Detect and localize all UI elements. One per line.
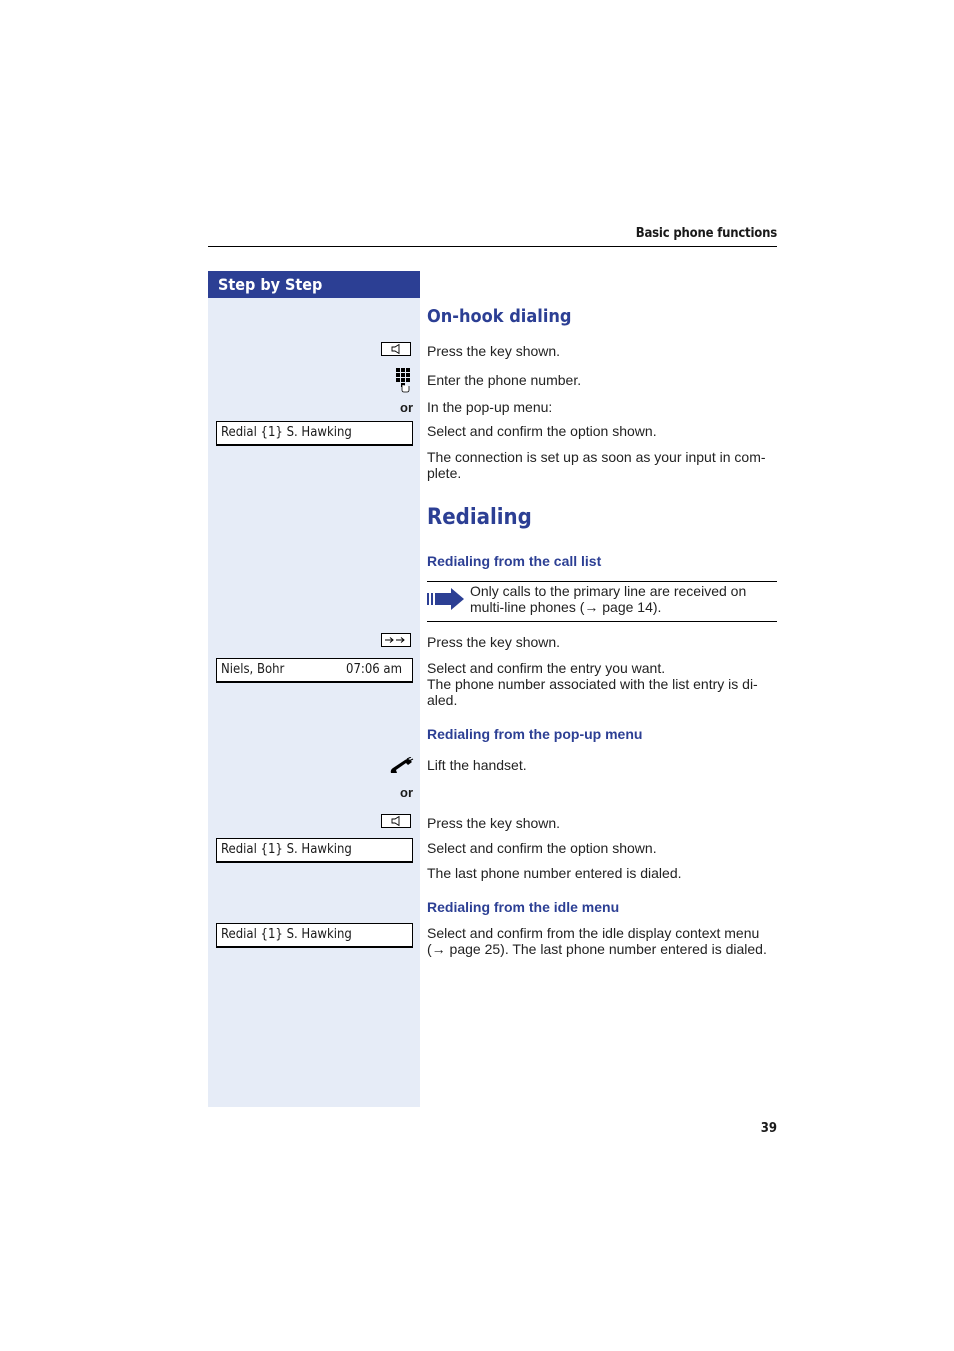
- note-top-rule: [427, 581, 777, 582]
- display-redial-option[interactable]: Redial {1} S. Hawking: [216, 838, 413, 863]
- display-call-list-entry[interactable]: [216, 658, 413, 683]
- speaker-key-icon: [381, 814, 411, 828]
- handset-lift-icon: [389, 757, 414, 775]
- running-header: Basic phone functions: [635, 226, 777, 241]
- text-connection-setup: The connection is set up as soon as your input in com- plete.: [427, 449, 766, 481]
- heading-redial-idle: Redialing from the idle menu: [427, 899, 620, 915]
- or-label: or: [400, 400, 413, 415]
- note-bottom-rule: [427, 621, 777, 622]
- heading-onhook-dialing: On-hook dialing: [427, 306, 572, 327]
- keypad-icon: [394, 367, 414, 393]
- sidebar-title: Step by Step: [208, 271, 420, 298]
- heading-redial-call-list: Redialing from the call list: [427, 553, 602, 569]
- call-list-key-icon: [381, 633, 411, 647]
- note-arrow-icon: [427, 588, 465, 610]
- or-label: or: [400, 785, 413, 800]
- heading-redial-popup: Redialing from the pop-up menu: [427, 726, 643, 742]
- text-lift-handset: Lift the handset.: [427, 757, 527, 773]
- text-last-number: The last phone number entered is dialed.: [427, 865, 682, 881]
- text-select-option: Select and confirm the option shown.: [427, 840, 657, 856]
- text-press-key: Press the key shown.: [427, 343, 561, 359]
- text-popup-menu: In the pop-up menu:: [427, 399, 553, 415]
- text-enter-number: Enter the phone number.: [427, 372, 582, 388]
- sidebar-panel: [208, 271, 420, 1107]
- speaker-key-icon: [381, 342, 411, 356]
- text-idle-menu: Select and confirm from the idle display context menu (→ page 25). The last phone number entered is dialed.: [427, 925, 767, 957]
- header-rule: [208, 246, 777, 247]
- text-select-entry: Select and confirm the entry you want. The phone number associated with the list entry is di- aled.: [427, 660, 758, 708]
- page-number: 39: [760, 1121, 777, 1136]
- display-entry-time: 07:06 am: [346, 662, 402, 677]
- text-select-option: Select and confirm the option shown.: [427, 423, 657, 439]
- display-redial-option[interactable]: Redial {1} S. Hawking: [216, 421, 413, 446]
- note-text: Only calls to the primary line are received on multi-line phones (→ page 14).: [470, 583, 747, 615]
- text-press-key: Press the key shown.: [427, 634, 561, 650]
- heading-redialing: Redialing: [427, 505, 532, 530]
- text-press-key: Press the key shown.: [427, 815, 561, 831]
- display-redial-option[interactable]: Redial {1} S. Hawking: [216, 923, 413, 948]
- display-entry-name: Niels, Bohr: [221, 662, 285, 677]
